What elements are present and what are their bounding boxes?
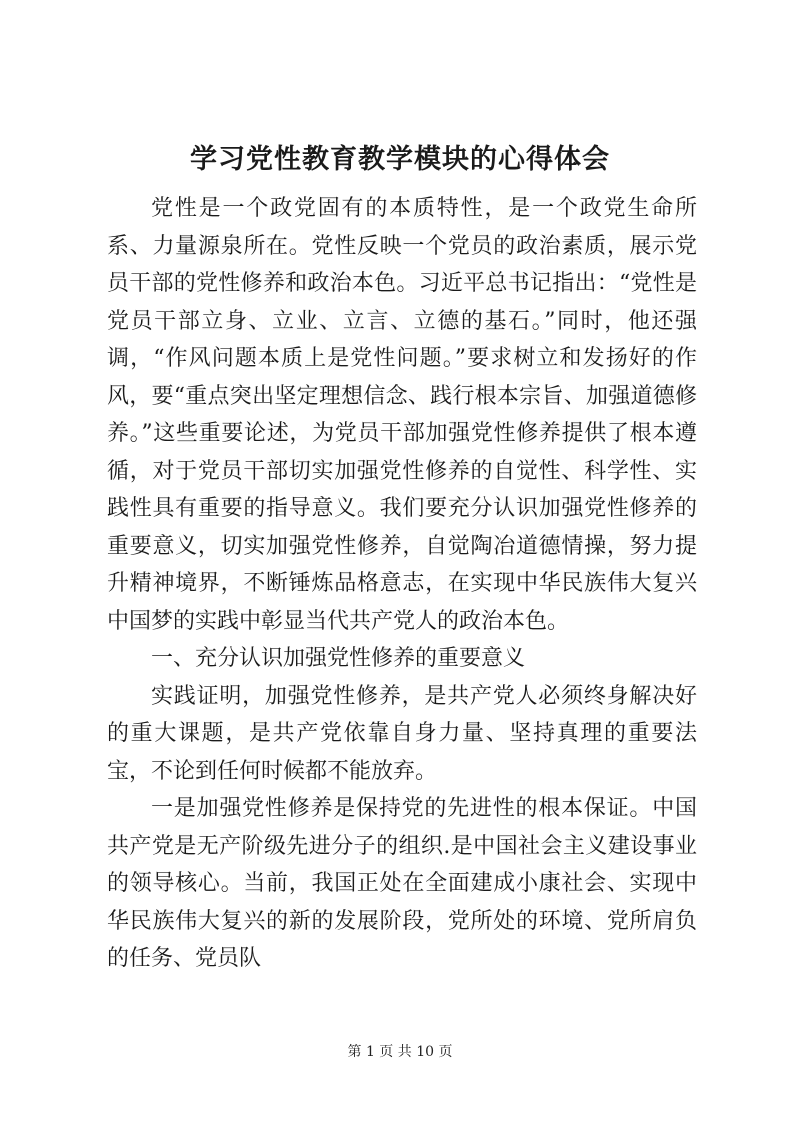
document-title: 学习党性教育教学模块的心得体会	[190, 144, 610, 175]
page-footer: 第 1 页 共 10 页	[347, 1044, 453, 1060]
paragraph-intro: 党性是一个政党固有的本质特性，是一个政党生命所系、力量源泉所在。党性反映一个党员的政治素质，展示党员干部的党性修养和政治本色。习近平总书记指出：“党性是党员干部立身、立业、立言、立德的基石。”同时，他还强调，“作风问题本质上是党性问题。”要求树立和发扬好的作风，要“重点突出坚定理想信念、践行根本宗旨、加强道德修养。”这些重要论述，为党员干部加强党性修养提供了根本遵循，对于党员干部切实加强党性修养的自觉性、科学性、实践性具有重要的指导意义。我们要充分认识加强党性修养的重要意义，切实加强党性修养，自觉陶冶道德情操，努力提升精神境界，不断锤炼品格意志，在实现中华民族伟大复兴中国梦的实践中彰显当代共产党人的政治本色。	[107, 196, 697, 634]
document-body	[107, 190, 697, 978]
section-heading-1: 一、充分认识加强党性修养的重要意义	[151, 646, 526, 671]
paragraph-practice: 实践证明，加强党性修养，是共产党人必须终身解决好的重大课题，是共产党依靠自身力量、坚持真理的重要法宝，不论到任何时候都不能放弃。	[107, 683, 697, 784]
paragraph-point-one: 一是加强党性修养是保持党的先进性的根本保证。中国共产党是无产阶级先进分子的组织.是中国社会主义建设事业的领导核心。当前，我国正处在全面建成小康社会、实现中华民族伟大复兴的新的发展阶段，党所处的环境、党所肩负的任务、党员队	[107, 796, 697, 971]
